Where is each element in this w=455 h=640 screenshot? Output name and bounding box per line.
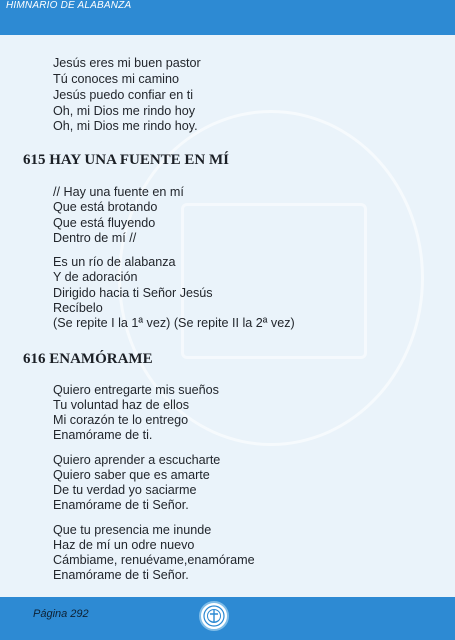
lyric-line: Que está fluyendo [53,216,156,230]
hymn-heading-616: 616 ENAMÓRAME [23,351,153,367]
lyric-line: Jesús puedo confiar en ti [53,88,194,102]
lyric-line: Que tu presencia me inunde [53,523,212,537]
lyric-line: Enamórame de ti. [53,428,153,442]
lyric-line: Quiero saber que es amarte [53,468,210,482]
lyric-line: Y de adoración [53,270,138,284]
lyric-line: // Hay una fuente en mí [53,185,184,199]
lyric-line: Quiero aprender a escucharte [53,453,221,467]
lyric-line: Tu voluntad haz de ellos [53,398,190,412]
lyric-line: Cámbiame, renuévame,enamórame [53,553,255,567]
lyric-line: (Se repite I la 1ª vez) (Se repite II la 2ª vez) [53,316,295,330]
lyric-line: Dentro de mí // [53,231,137,245]
lyric-line: Quiero entregarte mis sueños [53,383,219,397]
lyric-line: Haz de mí un odre nuevo [53,538,195,552]
lyric-line: De tu verdad yo saciarme [53,483,197,497]
lyric-line: Que está brotando [53,200,158,214]
lyric-line: Tú conoces mi camino [53,72,179,86]
hymn-heading-615: 615 HAY UNA FUENTE EN MÍ [23,152,229,168]
lyric-line: Oh, mi Dios me rindo hoy [53,104,196,118]
lyric-line: Enamórame de ti Señor. [53,498,189,512]
lyric-line: Enamórame de ti Señor. [53,568,189,582]
lyric-line: Oh, mi Dios me rindo hoy. [53,119,198,133]
lyric-line: Jesús eres mi buen pastor [53,56,201,70]
church-emblem-icon [199,601,229,631]
lyric-line: Es un río de alabanza [53,255,176,269]
page-number: Página 292 [33,608,89,620]
hymnal-title: HIMNARIO DE ALABANZA [6,0,132,11]
lyric-line: Mi corazón te lo entrego [53,413,189,427]
lyric-line: Dirigido hacia ti Señor Jesús [53,286,213,300]
footer-bar [0,597,455,640]
lyric-line: Recíbelo [53,301,103,315]
